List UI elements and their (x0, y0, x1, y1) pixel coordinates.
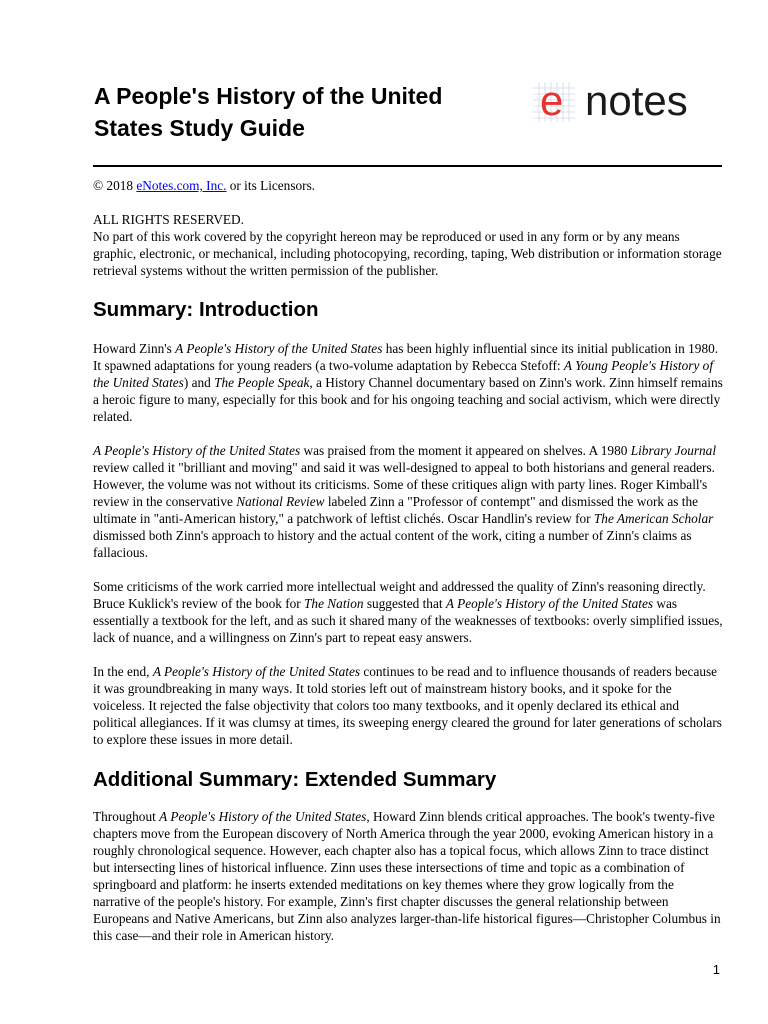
text-run: Some criticisms of the work carried more intellectual weight and addressed the quality of Zinn's reasoning directly. Bruce Kuklick's review of the book for (93, 579, 706, 611)
document-title: A People's History of the United States Study Guide (94, 83, 443, 141)
header-divider (93, 165, 722, 167)
italic-title: A People's History of the United States (152, 664, 361, 679)
italic-title: The Nation (304, 596, 364, 611)
text-run: continues to be read and to influence thousands of readers because it was groundbreaking in many ways. It told stories left out of mainstream history books, and it spoke for the voiceless. It rejected the false objectivity that colors too many textbooks, and it openly declared its ethical and political allegiances. If it was clumsy at times, its sweeping energy cleared the ground for later generations of scholars to explore these issues in more detail. (93, 664, 722, 747)
paragraph (93, 442, 723, 561)
text-run: dismissed both Zinn's approach to history and the actual content of the work, citing a number of Zinn's claims as fallacious. (93, 528, 692, 560)
introduction-body (93, 340, 723, 748)
rights-notice (93, 211, 723, 279)
italic-title: The People Speak (214, 375, 310, 390)
paragraph (93, 578, 723, 646)
enotes-logo[interactable] (533, 74, 723, 128)
extended-summary-body (93, 808, 723, 944)
text-run: Howard Zinn's (93, 341, 176, 356)
italic-title: A People's History of the United States (159, 809, 367, 824)
italic-title: National Review (236, 494, 325, 509)
paragraph (93, 663, 723, 748)
text-run: was essentially a textbook for the left, and as such it shared many of the weaknesses of textbooks: overly simplified issues, lack of nuance, and a willingness on Zinn's part to repeat easy answers. (93, 596, 723, 645)
copyright-prefix: © 2018 (93, 178, 137, 193)
text-run: In the end, (93, 664, 153, 679)
section-heading-introduction: Summary: Introduction (93, 298, 319, 321)
text-run: labeled Zinn a "Professor of contempt" and dismissed the work as the ultimate in "anti-American history," a patchwork of leftist clichés. Oscar Handlin's review for (93, 494, 699, 526)
italic-title: A People's History of the United States (93, 443, 301, 458)
copyright-line (93, 177, 723, 194)
paragraph (93, 340, 723, 425)
page-number: 1 (712, 962, 720, 977)
italic-title: A People's History of the United States (175, 341, 383, 356)
paragraph (93, 808, 723, 944)
text-run: was praised from the moment it appeared on shelves. A 1980 (300, 443, 631, 458)
enotes-logo-graphic (533, 74, 723, 128)
italic-title: A Young People's History of the United States (93, 358, 714, 390)
italic-title: The American Scholar (593, 511, 714, 526)
logo-letter-e: e (540, 77, 564, 124)
copyright-suffix: or its Licensors. (226, 178, 316, 193)
rights-text: No part of this work covered by the copyright hereon may be reproduced or used in any form or by any means graphic, electronic, or mechanical, including photocopying, recording, taping, Web distribution or information storage retrieval systems without the written permission of the publisher. (93, 229, 722, 278)
text-run: , Howard Zinn blends critical approaches. The book's twenty-five chapters move from the European discovery of North America through the year 2000, evoking American history in a roughly chronological sequence. However, each chapter also has a topical focus, which allows Zinn to trace distinct but intersecting lines of historical influence. Zinn uses these intersections of time and topic as a combination of springboard and platform: he inserts extended meditations on key themes where they grow logically from the narrative of the people's history. For example, Zinn's first chapter discusses the general relationship between Europeans and Native Americans, but Zinn also analyzes larger-than-life historical figures—Christopher Columbus in this case—and their role in American history. (93, 809, 721, 943)
text-run: has been highly influential since its initial publication in 1980. It spawned adaptations for young readers (a two-volume adaptation by Rebecca Stefoff: (93, 341, 719, 373)
text-run: Throughout (93, 809, 160, 824)
enotes-link[interactable]: eNotes.com, Inc. (136, 178, 227, 193)
section-heading-extended-summary: Additional Summary: Extended Summary (93, 768, 497, 791)
text-run: ) and (183, 375, 215, 390)
text-run: suggested that (363, 596, 446, 611)
italic-title: Library Journal (630, 443, 717, 458)
logo-word-notes: notes (585, 77, 688, 124)
text-run: , a History Channel documentary based on Zinn's work. Zinn himself remains a heroic figure to many, especially for this book and for his ongoing teaching and social activism, which were directly related. (93, 375, 723, 424)
italic-title: A People's History of the United States (445, 596, 654, 611)
rights-heading: ALL RIGHTS RESERVED. (93, 212, 244, 227)
text-run: review called it "brilliant and moving" and said it was well-designed to appeal to both historians and general readers. However, the volume was not without its criticisms. Some of these critiques align with party lines. Roger Kimball's review in the conservative (93, 460, 715, 509)
